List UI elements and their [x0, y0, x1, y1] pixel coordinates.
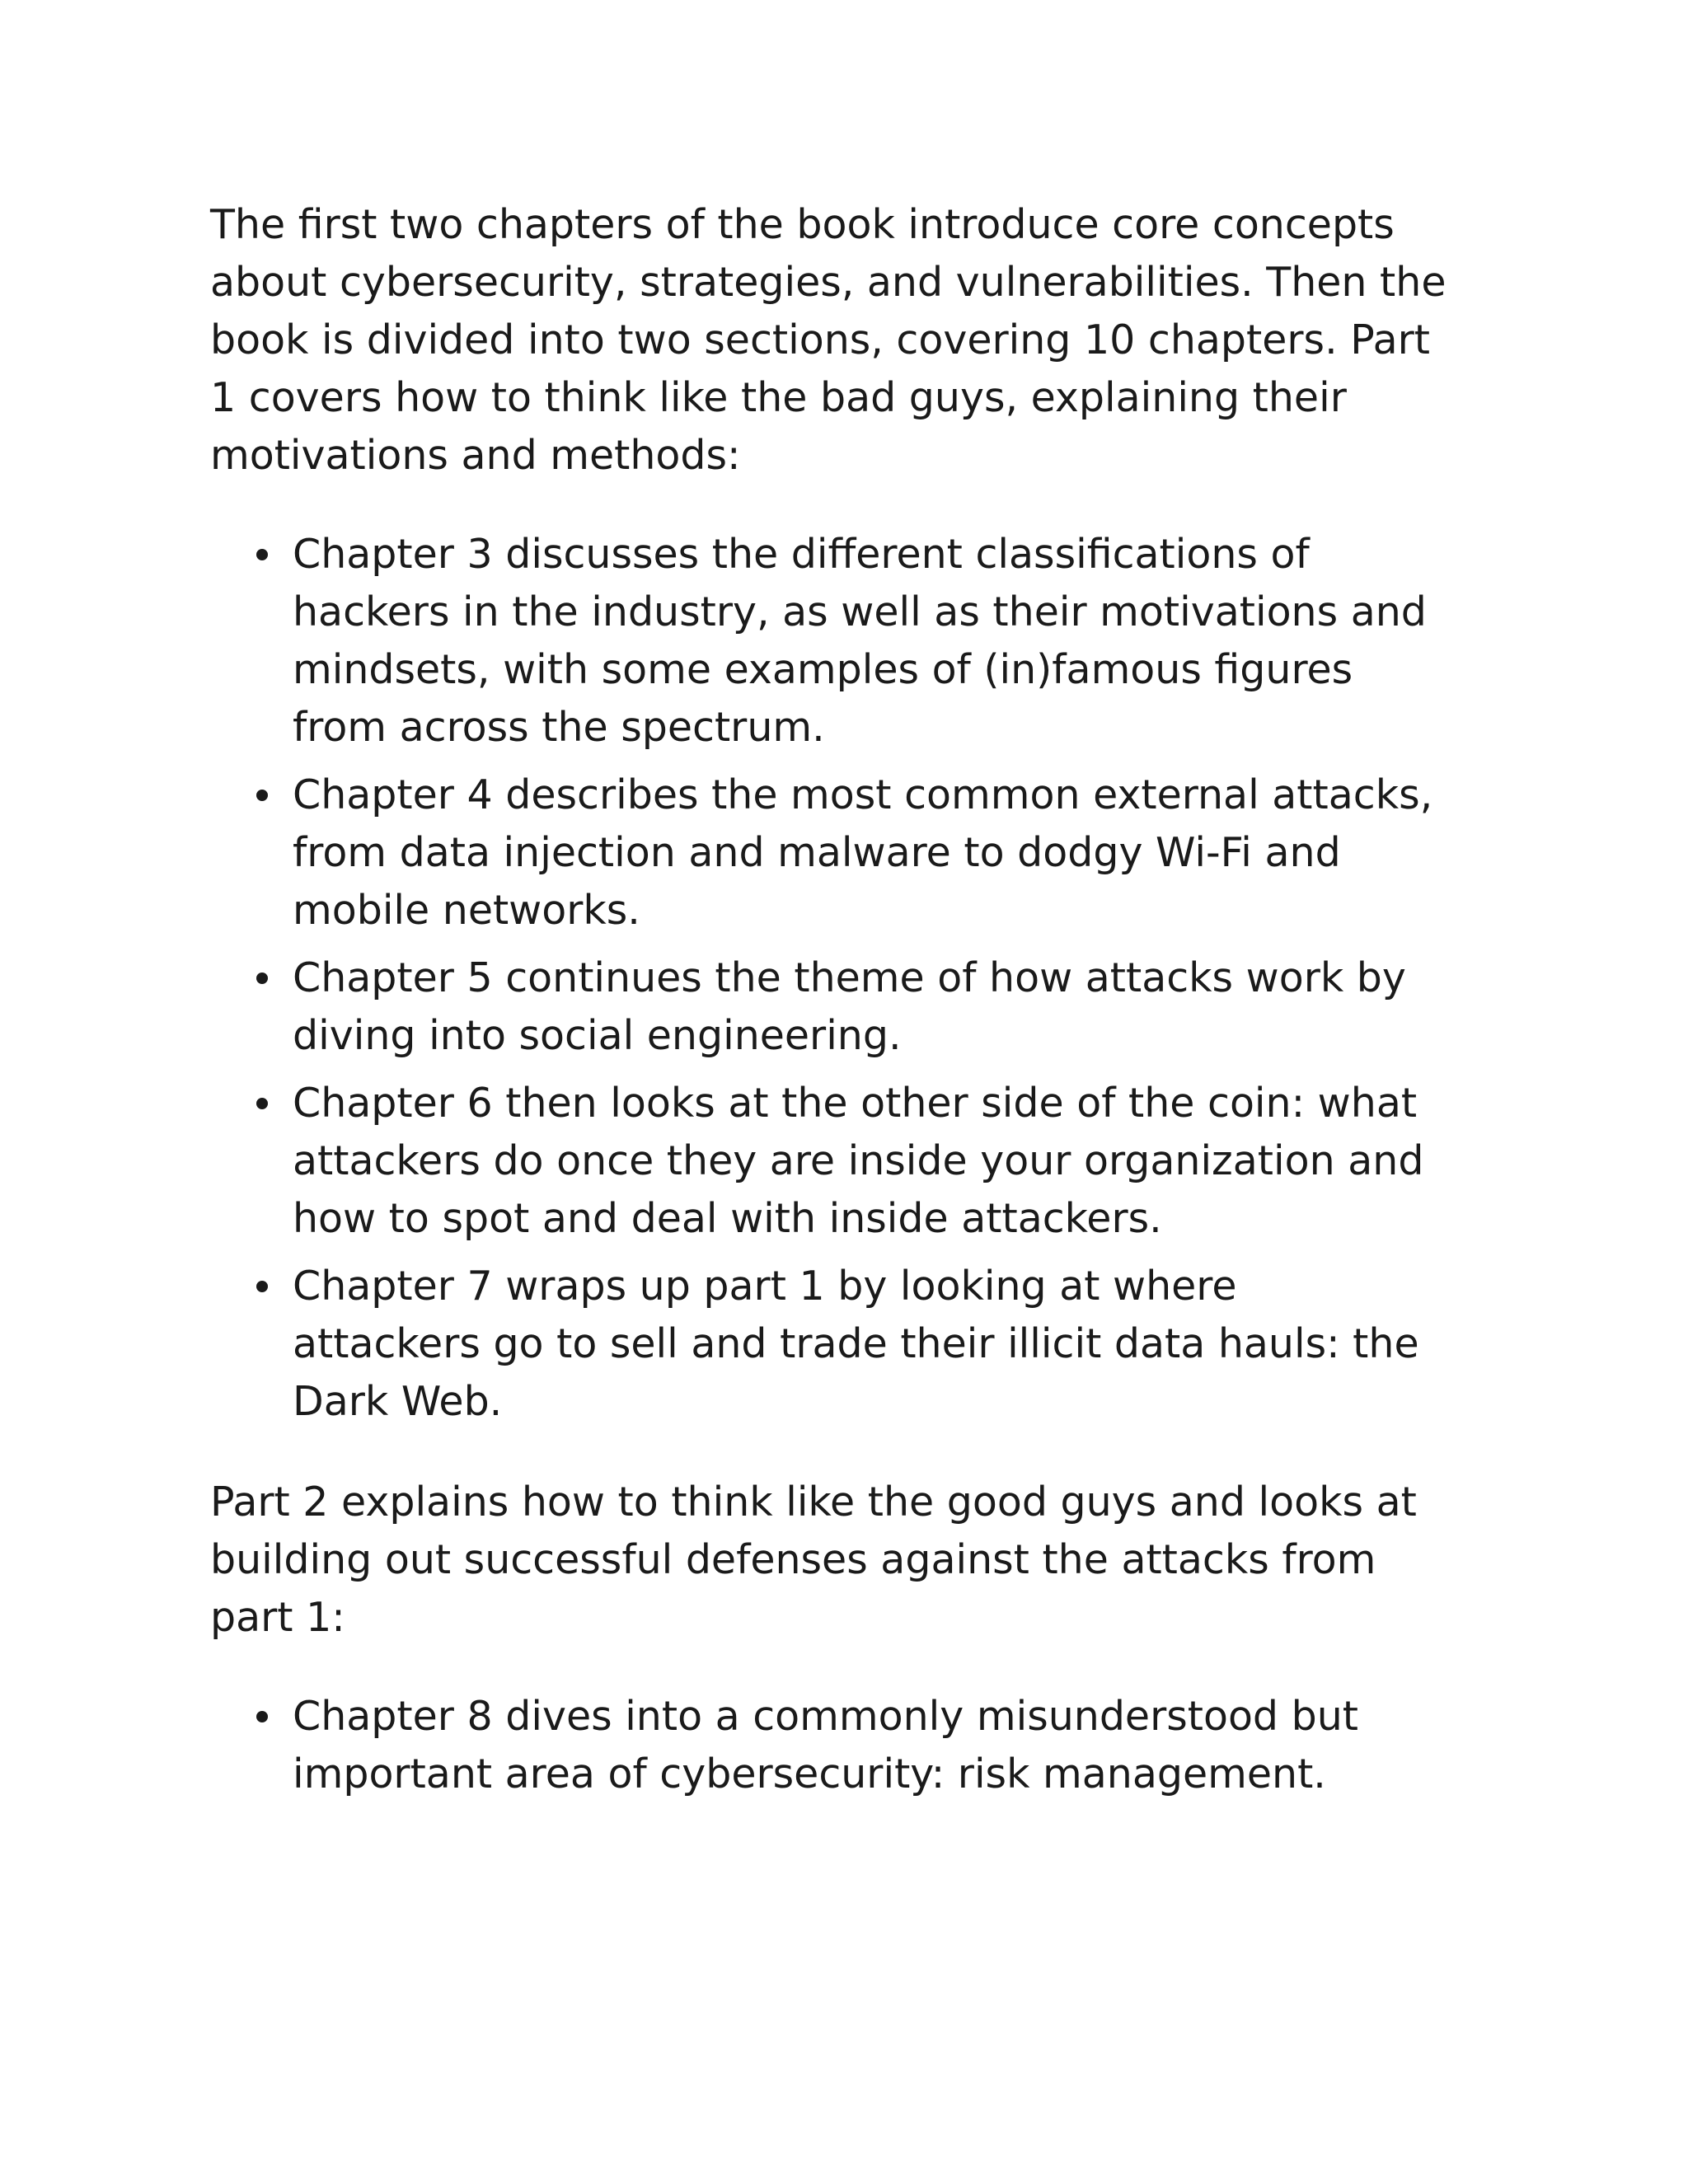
list-item-text: Chapter 3 discusses the different classifications of hackers in the industry, as well as their motivations and mindsets, with some examples of (in)famous figures from across the spectrum.: [293, 531, 1427, 751]
bullet-icon: [256, 549, 268, 560]
bullet-icon: [256, 972, 268, 984]
list-item-text: Chapter 7 wraps up part 1 by looking at where attackers go to sell and trade their illicit data hauls: the Dark Web.: [293, 1263, 1419, 1425]
bullet-icon: [256, 1711, 268, 1722]
part1-chapter-list: [210, 526, 1496, 1431]
list-item-text: Chapter 5 continues the theme of how attacks work by diving into social engineering.: [293, 954, 1406, 1059]
bullet-icon: [256, 1098, 268, 1109]
list-item: [210, 1688, 1496, 1803]
list-item: [210, 949, 1496, 1065]
list-item: [210, 766, 1496, 940]
list-item: [210, 1075, 1496, 1248]
list-item-text: Chapter 8 dives into a commonly misunderstood but important area of cybersecurity: risk management.: [293, 1693, 1358, 1797]
intro-paragraph: The first two chapters of the book introduce core concepts about cybersecurity, strategies, and vulnerabilities. Then the book is divided into two sections, covering 10 chapters. Part 1 covers how to think like the bad guys, explaining their motivations and methods:: [210, 201, 1447, 479]
bullet-icon: [256, 790, 268, 801]
part2-paragraph: Part 2 explains how to think like the good guys and looks at building out successful defenses against the attacks from part 1:: [210, 1479, 1417, 1641]
list-item: [210, 526, 1496, 757]
bullet-icon: [256, 1281, 268, 1292]
list-item: [210, 1258, 1496, 1431]
document-page: [210, 196, 1496, 1803]
list-item-text: Chapter 6 then looks at the other side of the coin: what attackers do once they are inside your organization and how to spot and deal with inside attackers.: [293, 1080, 1424, 1242]
part2-chapter-list: [210, 1688, 1496, 1803]
list-item-text: Chapter 4 describes the most common external attacks, from data injection and malware to dodgy Wi-Fi and mobile networks.: [293, 771, 1433, 934]
